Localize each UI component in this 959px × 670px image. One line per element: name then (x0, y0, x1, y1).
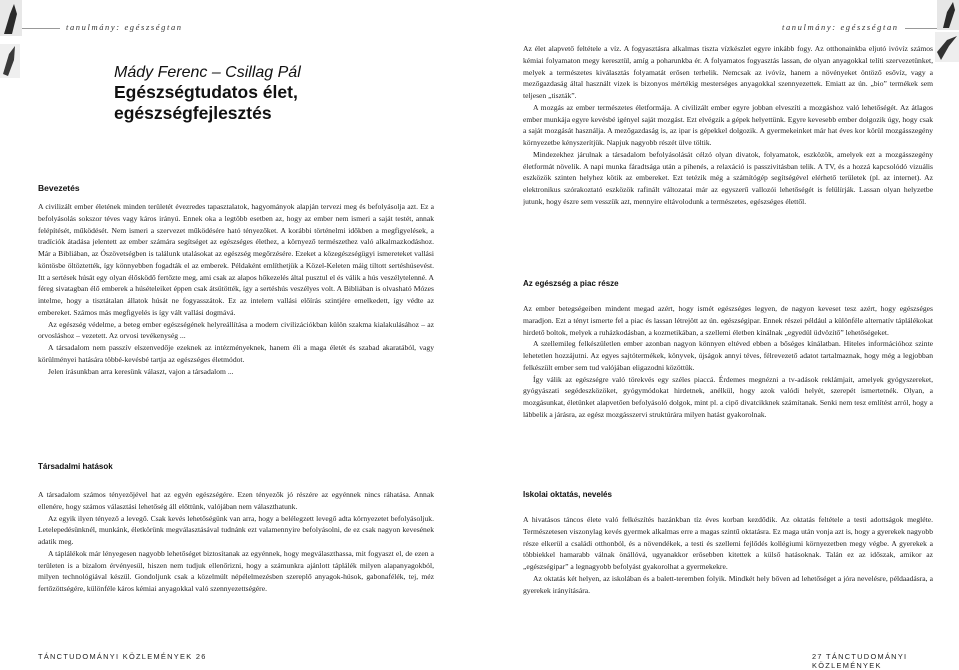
society-paragraph-3: A táplálékok már lényegesen nagyobb lehetőséget biztosítanak az egyénnek, hogy megválaszthassa, mit fogyaszt el, de ezen a területen is a bizalom érvényesül, hiszen nem tudjuk ellenőrizni, hogy a számunkra ajánlott táplálék milyen alapanyagokból, milyen technológiával készül. Gondoljunk csak a közelmúlt népélelmezésben szereplő anyagok-húsok, gabonafélék, tej, méz fertőzöttségére, különféle káros kémiai anyagokkal való szennyezettségére. (38, 548, 434, 593)
intro-paragraph-2: Az egészség védelme, a beteg ember egészségének helyreállítása a modern civilizációkban külön szakma kialakulásához – az orvosláshoz – vezetett. Az orvosi tevékenység ... (38, 319, 434, 341)
society-paragraph-1: A társadalom számos tényezőjével hat az egyén egészségére. Ezen tényezők jó részére az egyénnek nincs ráhatása. Annak ellenére, hogy számos választási lehetőség áll előttünk, valójában nem választhatunk. (38, 490, 434, 511)
dancer-photo-right-top (937, 0, 959, 30)
school-text (523, 514, 933, 624)
market-paragraph-2: A szellemileg felkészületlen ember azonban nagyon könnyen eltéved ebben a bőséges kínálatban. Hiteles információhoz szinte lehetetlen hozzájutni. Az egyes sajtótermékek, könyvek, újságok annyi téves, félrevezető adatot tartalmaznak, hogy még a legjobban felkészült ember sem tud valójában eligazodni közöttük. (523, 339, 933, 372)
section-heading-social: Társadalmi hatások (38, 462, 113, 471)
movement-paragraph: A mozgás az ember természetes életformája. A civilizált ember egyre jobban elveszíti a mozgáshoz való lehetőségét. Az átlagos ember munkája egyre kevésbé igényel saját mozgást. Ezt elvégzik a gépek helyettünk. Egyre kevesebb ember dolgozik úgy, hogy csak a saját mozgását használja. A mezőgazdaság is, az ipar is gépekkel dolgozik. A gyermekeinket már hat éves kor körül mozgásszegény környezetbe kényszerítjük. Napjuk nagyobb részét ülve töltik. (523, 102, 933, 147)
left-running-head: tanulmány: egészségtan (22, 22, 183, 32)
right-running-head: tanulmány: egészségtan (782, 22, 943, 32)
intro-paragraph-1: A civilizált ember életének minden területét évezredes tapasztalatok, hagyományok alapján tervezi meg és befolyásolja azt. Ez a befolyásolás sokszor téves vagy káros irányú. Ennek oka a legtöbb esetben az, hogy az ember nem ismeri a saját testét, annak felépítését, működését. Nem ismeri a szervezet működésére ható tényezőket. A korábbi történelmi időkben a megfigyelések, a tradíciók átadása jelentett az ember számára segítséget az egészséges élethez, a környező természethez való alkalmazkodáshoz. Már a Bibliában, az Ószövetségben is találunk utalásokat az egészség megőrzésére. Ezeket a közegészségügyi ismereteket vallási köntösbe öltöztették, így könnyebben fogadták el az emberek. Példaként említhetjük a Közel-Keleten máig tiltott sertéshúsevést. Itt a sertések húsát egy olyan élősködő fertőzte meg, ami csak az alapos hőkezelés által pusztul el és válik a hús veszélytelenné. A féreg sivatagban élő emberek a húsételeiket éppen csak átsütötték, így a sertéshús veszélyes volt. A Bibliában is olvasható Mózes intelme, hogy a tisztátalan állatok húsát ne fogyasszátok. Ez az intelem vallási előírás szintjére emelkedett, így védte az embereket. Számos más megfigyelés is így vált vallási dogmává. (38, 202, 434, 317)
intro-text (38, 201, 434, 446)
section-heading-school: Iskolai oktatás, nevelés (523, 490, 612, 499)
school-paragraph-1: A hivatásos táncos élete való felkészítés hazánkban tíz éves korban kezdődik. Az oktatás feltétele a testi adottságok megléte. Természetesen viszonylag kevés gyermek alkalmas erre a magas szintű oktatásra. Ez maga után vonja azt is, hogy a gyerekek nagyobb része elkerül a családi otthonból, és a növendékek, a testi és szellemi fejlődés kollégiumi környezetben megy végbe. A gyerekek a többiekkel hamarabb válnak önállóvá, ugyanakkor erősebben kitettek a külső hatásoknak. Talán ez az időszak, amikor az „egészségipar” a legnagyobb befolyást gyakorolhat a gyermekekre. (523, 515, 933, 571)
intro-paragraph-4: Jelen írásunkban arra keresünk választ, vajon a társadalom ... (48, 366, 234, 376)
intro-paragraph-3: A társadalom nem passzív elszenvedője ezeknek az intézményeknek, hanem éli a maga életét és szabad akaratából, vagy körülményei hatására többé-kevésbé tartja az egészséges életmódot. (38, 343, 434, 364)
article-title (114, 82, 298, 124)
title-line-2: egészségfejlesztés (114, 103, 272, 123)
school-paragraph-2: Az oktatás két helyen, az iskolában és a balett-teremben folyik. Mindkét hely bőven ad lehetőséget a jóra nevelésre, példaadásra, a gyerekek irányítására. (523, 573, 933, 595)
market-text (523, 303, 933, 455)
section-heading-market: Az egészség a piac része (523, 279, 619, 288)
media-paragraph: Mindezekhez járulnak a társadalom befolyásolását célzó olyan divatok, folyamatok, eszközök, amelyek ezt a mozgásszegény életformát növelik. A napi munka fáradtsága után a pihenés, a relaxáció is passzivitásban telik. A TV, és a hozzá kapcsolódó vizuális eszközök szinten helyhez kötik az embereket. Ezt tetézik még a számítógép segítségével elérhető területek (pl. az internet). Az elektronikus szórakoztató eszközök rafinált változatai már az egyszerű vallozói lehetőségét is felülírják. Lassan olyan helyzetbe jutunk, hogy észre sem vesszük azt, mennyire eltávolodunk a természetes, egészséges élettől. (523, 149, 933, 206)
author-names: Mády Ferenc – Csillag Pál (114, 64, 301, 81)
section-label-introduction: Bevezetés (38, 183, 80, 193)
water-paragraph: Az élet alapvető feltétele a víz. A fogyasztásra alkalmas tiszta vízkészlet egyre inkább fogy. Az otthonainkba eljutó ivóvíz számos kémiai folyamaton megy keresztül, amíg a poharunkba ér. A folyamatos fogyasztás lassan, de olyan anyagokkal telíti szervezetünket, melyek a természetes kiválasztás folyamatát erősen terhelik. Nemcsak az ivóvíz, hanem a növényeket öntöző esővíz, vagy a mezőgazdaság által használt vizek is bizonyos mértékig mesterséges anyagokkal szennyezettek. Emiatt az ún. „bio” termékek sem teljesen „tiszták”. (523, 44, 933, 100)
right-footer (812, 652, 959, 670)
left-footer-text: TÁNCTUDOMÁNYI KÖZLEMÉNYEK 26 (38, 652, 207, 661)
market-paragraph-1: Az ember betegségeiben mindent megad azért, hogy ismét egészséges legyen, de nagyon keveset tesz azért, hogy egészséges maradjon. Ezt a tényt ismerte fel a piac és lassan létrejött az ún. egészségipar. Ennek részei például a különféle alternatív táplálékokat hirdető boltok, melyek a ruházkodásban, a kozmetikában, a szellemi életben kínálnak „egyedül üdvözítő” lehetőségeket. (523, 304, 933, 337)
right-top-text (523, 43, 933, 265)
market-paragraph-3: Így válik az egészségre való törekvés egy széles piaccá. Érdemes megnézni a tv-adások reklámjait, amelyek gyógyszereket, gyógyászati segédeszközöket, gyógymódokat hirdetnek, anélkül, hogy azok valódi helyét, szerepét ismertetnék. Olyan, a mozgásunkat, életünket alapvetően befolyásoló dolgok, mint pl. a cipő divatcikknek számítanak. Senki nem tesz említést arról, hogy a lábbelik a járásra, az egész mozgásszervi struktúrára milyen hatást gyakorolnak. (523, 374, 933, 419)
dancer-photo-right-mid (935, 32, 959, 62)
society-paragraph-2: Az egyik ilyen tényező a levegő. Csak kevés lehetőségünk van arra, hogy a belélegzett levegő adta környezetet befolyásoljuk. Letelepedésünknél, munkánk, életkörünk megválasztásával tudnánk ezt valamennyire befolyásolni, de ez csak nagyon kevesének adatik meg. (38, 513, 434, 546)
dancer-photo-left-mid (0, 44, 20, 78)
left-footer (38, 652, 207, 661)
title-line-1: Egészségtudatos élet, (114, 82, 298, 102)
society-text (38, 489, 434, 619)
dancer-photo-left-top (0, 0, 22, 36)
right-footer-text: 27 TÁNCTUDOMÁNYI KÖZLEMÉNYEK (812, 652, 908, 670)
